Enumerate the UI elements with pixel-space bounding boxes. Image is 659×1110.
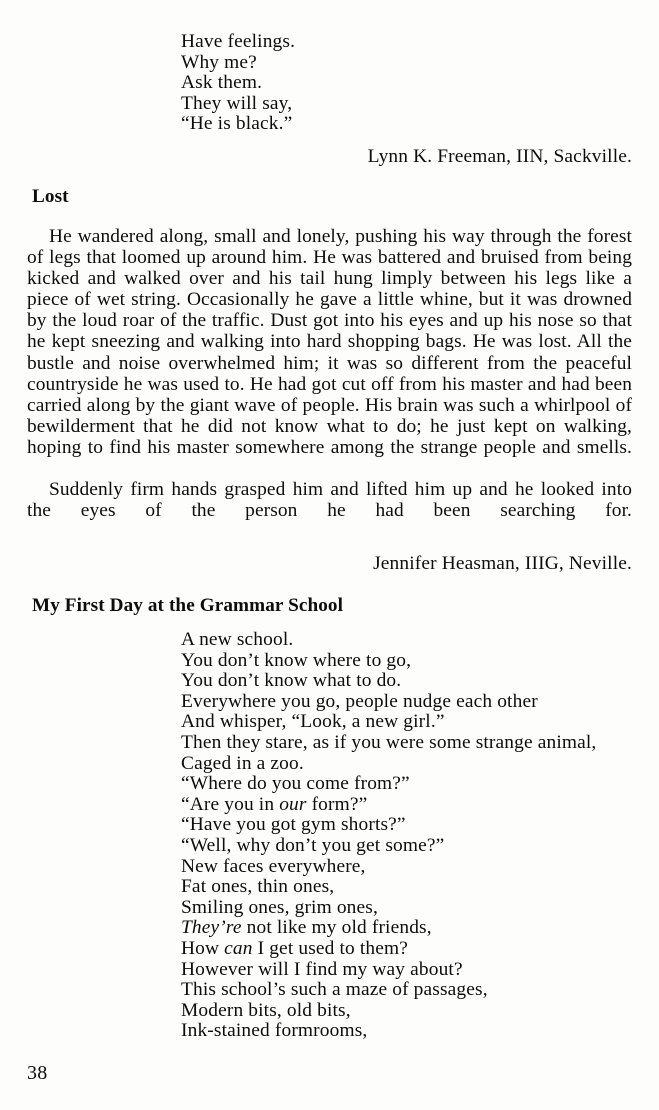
poem-my-first-day-line: Then they stare, as if you were some strange animal,: [181, 731, 597, 753]
attribution-jennifer-heasman: Jennifer Heasman, IIIG, Neville.: [373, 553, 632, 574]
poem-my-first-day: [181, 630, 635, 1042]
poem-excerpt-top: [181, 32, 635, 135]
story-paragraph: He wandered along, small and lonely, pushing his way through the forest of legs that loomed up around him. He was battered and bruised from being kicked and walked over and his tail hung limply between his legs like a piece of wet string. Occasionally he gave a little whine, but it was drowned by the loud roar of the traffic. Dust got into his eyes and up his nose so that he kept sneezing and walking into hard shopping bags. He was lost. All the bustle and noise overwhelmed him; it was so different from the peaceful countryside he was used to. He had got cut off from his master and had been carried along by the giant wave of people. His brain was such a whirlpool of bewilderment that he did not know what to do; he just kept on walking, hoping to find his master somewhere among the strange people and smells.: [27, 226, 632, 458]
attribution-lynn-freeman: Lynn K. Freeman, IIN, Sackville.: [367, 146, 632, 167]
poem-my-first-day-line: You don’t know what to do.: [181, 670, 402, 692]
poem-excerpt-top-line: “He is black.”: [181, 113, 293, 135]
story-lost-body: [27, 226, 632, 542]
page-number: 38: [27, 1062, 48, 1084]
story-paragraph: Suddenly firm hands grasped him and lifted him up and he looked into the eyes of the person he had been searching for.: [27, 479, 632, 522]
poem-my-first-day-line: Everywhere you go, people nudge each other: [181, 690, 538, 712]
poem-my-first-day-line: Modern bits, old bits,: [181, 999, 351, 1021]
poem-my-first-day-line: Smiling ones, grim ones,: [181, 896, 378, 918]
poem-my-first-day-line: How can I get used to them?: [181, 937, 408, 959]
poem-excerpt-top-line: Have feelings.: [181, 31, 296, 52]
poem-my-first-day-line: This school’s such a maze of passages,: [181, 979, 488, 1001]
poem-my-first-day-line: A new school.: [181, 629, 294, 650]
poem-excerpt-top-line: Why me?: [181, 51, 257, 73]
poem-my-first-day-line: “Have you got gym shorts?”: [181, 814, 406, 836]
poem-my-first-day-line: Ink-stained formrooms,: [181, 1020, 368, 1042]
emphasised-word: can: [224, 937, 253, 959]
heading-my-first-day-at-the-grammar-school: My First Day at the Grammar School: [32, 595, 344, 616]
poem-my-first-day-line: “Well, why don’t you get some?”: [181, 834, 445, 856]
emphasised-word: our: [279, 793, 307, 815]
poem-excerpt-top-line: Ask them.: [181, 72, 263, 94]
poem-my-first-day-line: Fat ones, thin ones,: [181, 876, 335, 898]
poem-my-first-day-line: However will I find my way about?: [181, 958, 463, 980]
poem-my-first-day-line: They’re not like my old friends,: [181, 917, 432, 939]
emphasised-word: They’re: [181, 917, 242, 939]
poem-my-first-day-line: You don’t know where to go,: [181, 649, 412, 671]
poem-my-first-day-line: “Are you in our form?”: [181, 793, 368, 815]
poem-my-first-day-line: New faces everywhere,: [181, 855, 366, 877]
poem-my-first-day-line: Caged in a zoo.: [181, 752, 304, 774]
poem-excerpt-top-line: They will say,: [181, 92, 293, 114]
poem-my-first-day-line: And whisper, “Look, a new girl.”: [181, 711, 445, 733]
heading-lost: Lost: [32, 186, 69, 207]
poem-my-first-day-line: “Where do you come from?”: [181, 773, 410, 795]
